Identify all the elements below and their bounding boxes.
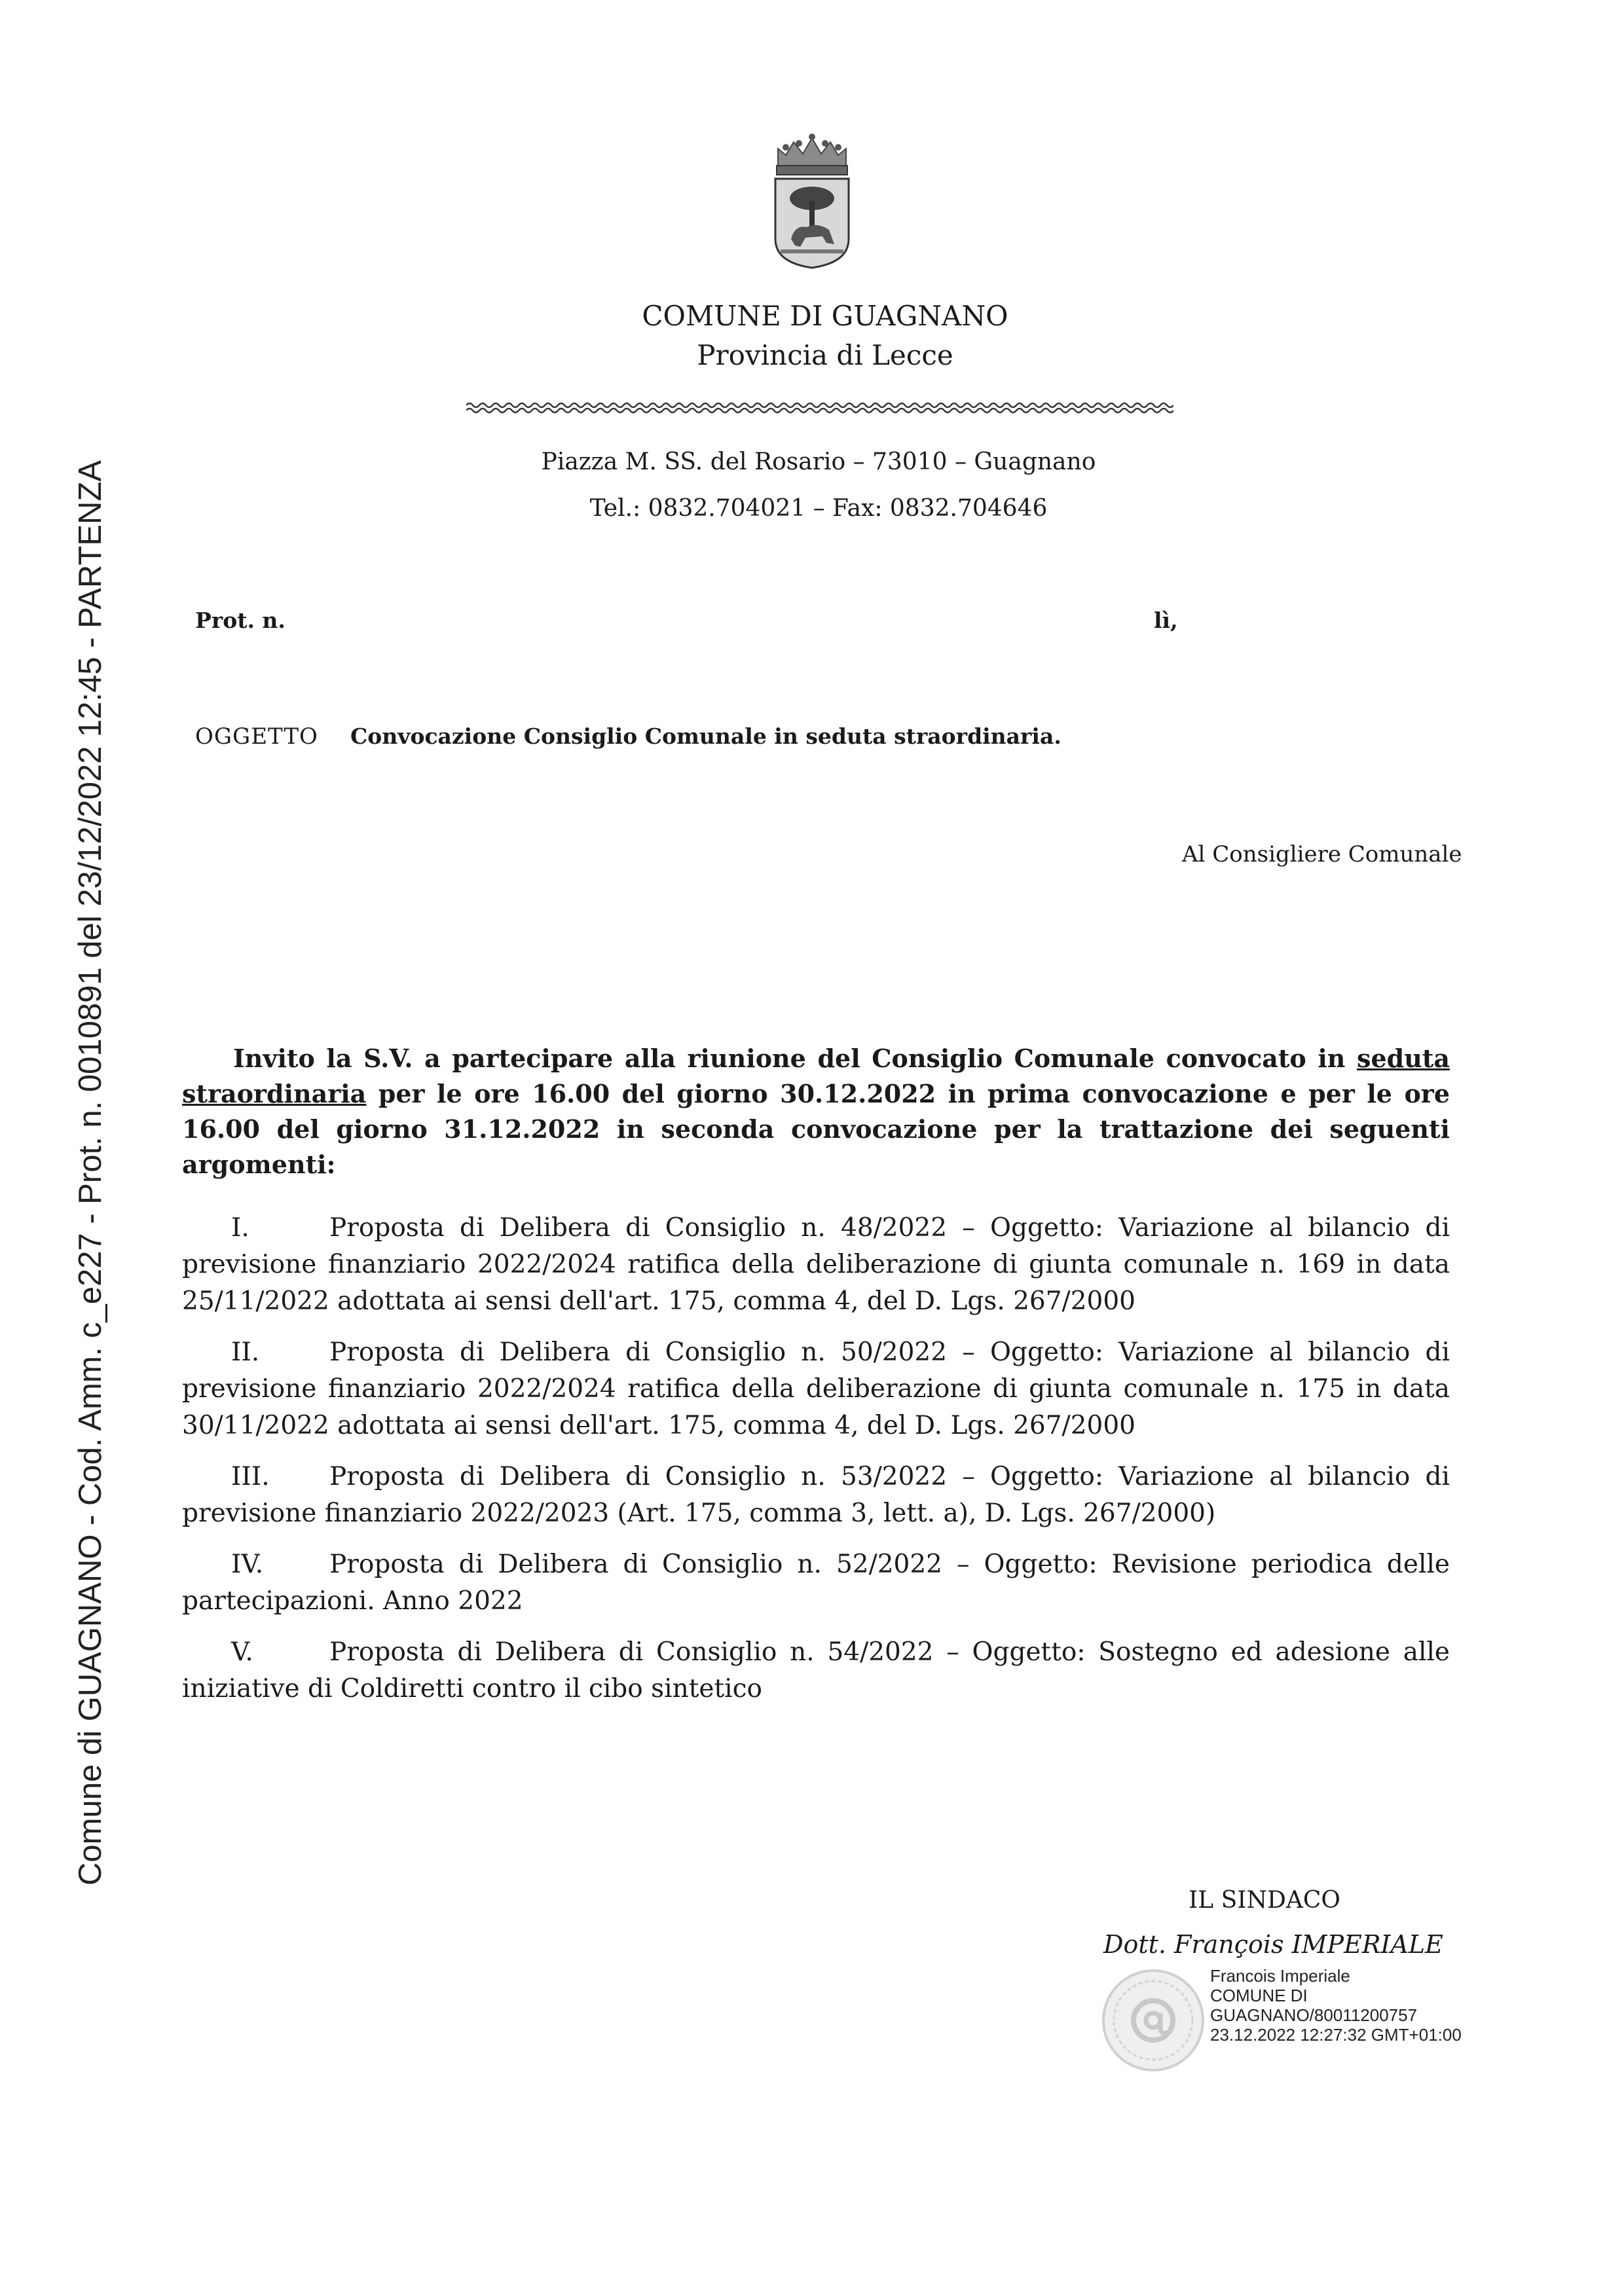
decorative-wave-divider: [466, 401, 1173, 415]
addressee: Al Consigliere Comunale: [1182, 841, 1462, 867]
province-name: Provincia di Lecce: [697, 339, 953, 371]
agenda-list: [182, 1210, 1450, 1722]
digital-signature-seal-icon: [1100, 1967, 1206, 2073]
invitation-session-type: seduta straordinaria: [182, 1044, 1450, 1108]
agenda-item-text: Proposta di Delibera di Consiglio n. 48/2022 – Oggetto: Variazione al bilancio di previsione finanziario 2022/2024 ratifica della deliberazione di giunta comunale n. 169 in data 25/11/2022 adottata ai sensi dell'art. 175, comma 4, del D. Lgs. 267/2000: [182, 1213, 1450, 1316]
agenda-item-number: II.: [231, 1338, 260, 1367]
municipality-phone-fax: Tel.: 0832.704021 – Fax: 0832.704646: [589, 495, 1048, 522]
agenda-item: [182, 1459, 1450, 1532]
agenda-item-text: Proposta di Delibera di Consiglio n. 54/2022 – Oggetto: Sostegno ed adesione alle iniziative di Coldiretti contro il cibo sintetico: [182, 1637, 1450, 1704]
invitation-text-start: Invito la S.V. a partecipare alla riunione del Consiglio Comunale convocato in: [233, 1044, 1357, 1073]
invitation-paragraph: [182, 1041, 1450, 1182]
agenda-item-number: III.: [231, 1462, 270, 1491]
protocol-side-stamp: Comune di GUAGNANO - Cod. Amm. c_e227 - Prot. n. 0010891 del 23/12/2022 12:45 - PARTENZA: [73, 460, 108, 1886]
date-place-label: lì,: [1154, 608, 1178, 633]
subject-label: OGGETTO: [195, 723, 318, 750]
subject-text: Convocazione Consiglio Comunale in seduta straordinaria.: [350, 723, 1061, 749]
digital-signature-details: [1210, 1966, 1462, 2045]
agenda-item-text: Proposta di Delibera di Consiglio n. 50/2022 – Oggetto: Variazione al bilancio di previsione finanziario 2022/2024 ratifica della deliberazione di giunta comunale n. 175 in data 30/11/2022 adottata ai sensi dell'art. 175, comma 4, del D. Lgs. 267/2000: [182, 1338, 1450, 1440]
agenda-item-text: Proposta di Delibera di Consiglio n. 52/2022 – Oggetto: Revisione periodica delle partecipazioni. Anno 2022: [182, 1550, 1450, 1616]
agenda-item: [182, 1334, 1450, 1444]
digital-signature-org-line2: GUAGNANO/80011200757: [1210, 2005, 1418, 2025]
agenda-item: [182, 1210, 1450, 1320]
digital-signature-signer: Francois Imperiale: [1210, 1966, 1350, 1986]
municipality-address: Piazza M. SS. del Rosario – 73010 – Guagnano: [541, 448, 1096, 475]
digital-signature-org-line1: COMUNE DI: [1210, 1986, 1308, 2005]
invitation-text-end: per le ore 16.00 del giorno 30.12.2022 in prima convocazione e per le ore 16.00 del giorno 31.12.2022 in seconda convocazione per la trattazione dei seguenti argomenti:: [182, 1079, 1450, 1179]
municipal-coat-of-arms-icon: [766, 128, 858, 272]
agenda-item: [182, 1634, 1450, 1707]
agenda-item: [182, 1546, 1450, 1620]
agenda-item-text: Proposta di Delibera di Consiglio n. 53/2022 – Oggetto: Variazione al bilancio di previsione finanziario 2022/2023 (Art. 175, comma 3, lett. a), D. Lgs. 267/2000): [182, 1462, 1450, 1528]
protocol-number-label: Prot. n.: [195, 608, 286, 633]
municipality-name: COMUNE DI GUAGNANO: [642, 300, 1008, 332]
digital-signature-timestamp: 23.12.2022 12:27:32 GMT+01:00: [1210, 2025, 1462, 2045]
signatory-name: Dott. François IMPERIALE: [1103, 1930, 1443, 1959]
agenda-item-number: V.: [231, 1637, 253, 1667]
agenda-item-number: IV.: [231, 1550, 264, 1579]
agenda-item-number: I.: [231, 1213, 249, 1243]
signatory-role: IL SINDACO: [1189, 1887, 1340, 1914]
